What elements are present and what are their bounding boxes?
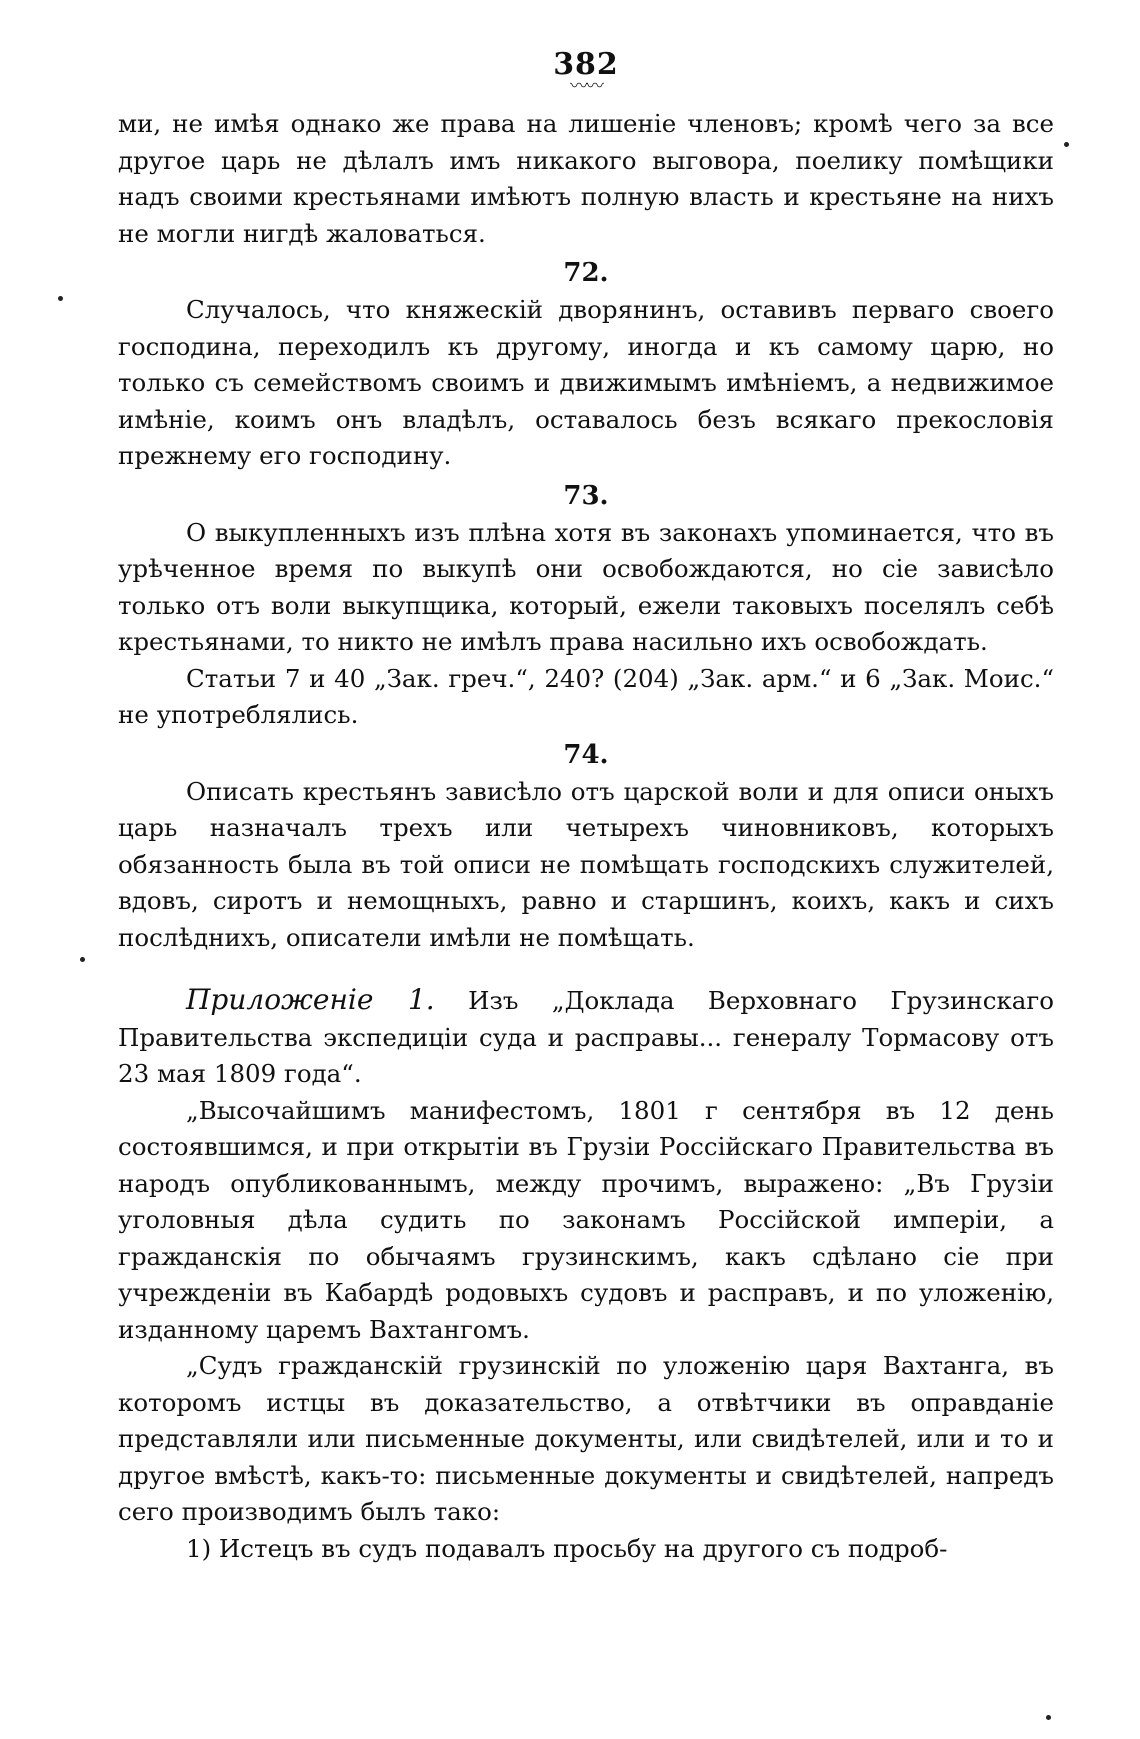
quote-paragraph-manifesto: „Высочайшимъ манифестомъ, 1801 г сентября въ 12 день состоявшимся, и при открытіи въ Грузіи Россійскаго Правительства въ народъ опубликованнымъ, между прочимъ, выражено: „Въ Грузіи уголовныя дѣла судить по законамъ Россійской имперіи, а гражданскія по обычаямъ грузинскимъ, какъ сдѣлано сіе при учрежденіи въ Кабардѣ родовыхъ судовъ и расправъ, и по уложенію, изданному царемъ Вахтангомъ. bbox=[118, 1095, 1054, 1344]
page-number: 382 bbox=[553, 47, 619, 82]
quote-paragraph-item-1: 1) Истецъ въ судъ подавалъ просьбу на другого съ подроб- bbox=[186, 1533, 948, 1563]
section-gap bbox=[118, 956, 1054, 982]
scan-speck bbox=[1046, 1715, 1051, 1720]
paragraph-section-74: Описать крестьянъ зависѣло отъ царской воли и для описи оныхъ царь назначалъ трехъ или четырехъ чиновниковъ, которыхъ обязанность была въ той описи не помѣщать господскихъ служителей, вдовъ, сиротъ и немощныхъ, равно и старшинъ, коихъ, какъ и сихъ послѣднихъ, описатели имѣли не помѣщать. bbox=[118, 776, 1054, 952]
scan-speck bbox=[80, 957, 85, 962]
paragraph-section-73: О выкупленныхъ изъ плѣна хотя въ законахъ упоминается, что въ урѣченное время по выкупѣ они освобождаются, но сіе зависѣло только отъ воли выкупщика, который, ежели таковыхъ поселялъ себѣ крестьянами, то никто не имѣлъ права насильно ихъ освобождать. bbox=[118, 517, 1054, 656]
quote-paragraph-civil-court: „Судъ гражданскій грузинскій по уложенію царя Вахтанга, въ которомъ истцы въ доказательство, а отвѣтчики въ оправданіе представляли или письменные документы, или свидѣтелей, или и то и другое вмѣстѣ, какъ-то: письменные документы и свидѣтелей, напредъ сего производимъ былъ тако: bbox=[118, 1351, 1054, 1526]
section-number-73: 73. bbox=[563, 480, 609, 511]
paragraph-section-73-articles: Статьи 7 и 40 „Зак. греч.“, 240? (204) „Зак. арм.“ и 6 „Зак. Моис.“ не употреблялись. bbox=[118, 663, 1054, 729]
appendix-intro: Изъ „Доклада Верховнаго Грузинскаго Правительства экспедиціи суда и расправы... генералу Тормасову отъ 23 мая 1809 года“. bbox=[118, 986, 1054, 1088]
paragraph-section-72: Случалось, что княжескій дворянинъ, оставивъ перваго своего господина, переходилъ къ другому, иногда и къ самому царю, но только съ семействомъ своимъ и движимымъ имѣніемъ, а недвижимое имѣніе, коимъ онъ владѣлъ, оставалось безъ всякаго прекословія прежнему его господину. bbox=[118, 295, 1054, 470]
document-page bbox=[118, 48, 1054, 1567]
appendix-heading-paragraph bbox=[118, 982, 1054, 1093]
scan-speck bbox=[58, 296, 63, 301]
paragraph-continuation: ми, не имѣя однако же права на лишеніе членовъ; кромѣ чего за все другое царь не дѣлалъ имъ никакого выговора, поелику помѣщики надъ своими крестьянами имѣютъ полную власть и крестьяне на нихъ не могли нигдѣ жаловаться. bbox=[118, 109, 1054, 248]
scan-speck bbox=[1064, 142, 1069, 147]
appendix-title: Приложеніе 1. bbox=[186, 983, 435, 1016]
section-number-74: 74. bbox=[563, 739, 609, 770]
page-number-ornament: 〰〰 bbox=[570, 76, 602, 97]
section-number-72: 72. bbox=[563, 258, 609, 288]
